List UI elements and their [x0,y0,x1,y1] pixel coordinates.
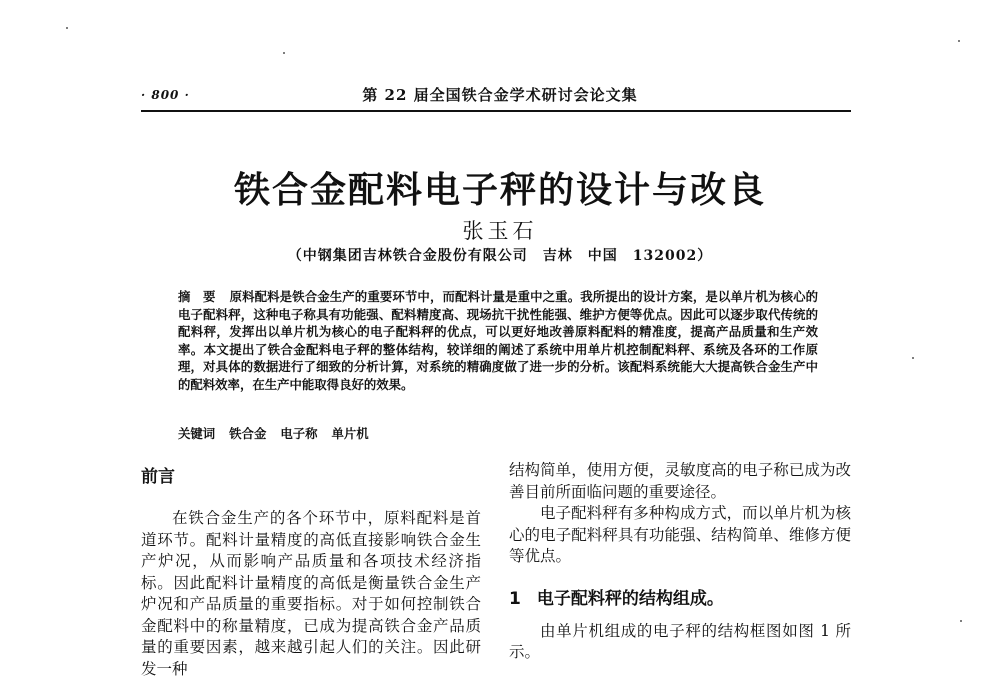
proceedings-title: 第 22 届全国铁合金学术研讨会论文集 [362,86,638,104]
scan-speck [912,357,914,359]
abstract-text: 原料配料是铁合金生产的重要环节中，而配料计量是重中之重。我所提出的设计方案，是以单片机为核心的电子配料秤，这种电子称具有功能强、配料精度高、现场抗干扰性能强、维护方便等优点。因此可以逐步取代传统的配料秤，发挥出以单片机为核心的电子配料秤的优点，可以更好地改善原料配料的精准度，提高产品质量和生产效率。本文提出了铁合金配料电子秤的整体结构，较详细的阐述了系统中用单片机控制配料秤、系统及各环的工作原理，对具体的数据进行了细致的分析计算，对系统的精确度做了进一步的分析。该配料系统能大大提高铁合金生产中的配料效率，在生产中能取得良好的效果。 [178,289,819,392]
body-column-right [509,460,851,664]
abstract-label: 摘 要 [178,289,216,304]
section-heading-preface: 前言 [141,467,175,487]
paper-title: 铁合金配料电子秤的设计与改良 [233,170,766,211]
scan-speck [66,27,68,29]
body-paragraph: 电子配料秤有多种构成方式，而以单片机为核心的电子配料秤具有功能强、结构简单、维修方便等优点。 [509,504,851,565]
header-rule [141,110,851,112]
keywords [178,424,818,442]
scan-speck [960,620,962,622]
section-number: 1 [509,588,521,609]
keywords-label: 关键词 [178,426,216,441]
body-paragraph: 在铁合金生产的各个环节中，原料配料是首道环节。配料计量精度的高低直接影响铁合金生产炉况，从而影响产品质量和各项技术经济指标。因此配料计量精度的高低是衡量铁合金生产炉况和产品质量的重要指标。对于如何控制铁合金配料中的称量精度，已成为提高铁合金产品质量的重要因素，越来越引起人们的关注。因此研发一种 [141,509,481,678]
keyword-item: 单片机 [331,426,369,441]
author-name: 张玉石 [462,219,538,243]
page-number: · 800 · [141,88,190,102]
body-paragraph: 由单片机组成的电子秤的结构框图如图 1 所示。 [509,621,851,661]
keyword-item: 铁合金 [229,426,267,441]
author-affiliation: （中钢集团吉林铁合金股份有限公司 吉林 中国 132002） [287,248,713,264]
section-title: 电子配料秤的结构组成。 [536,588,724,609]
abstract [178,288,818,394]
scan-speck [283,52,285,54]
scan-speck [958,40,960,42]
keyword-item: 电子称 [280,426,318,441]
body-column-left [141,462,481,680]
body-paragraph: 结构简单，使用方便，灵敏度高的电子称已成为改善目前所面临问题的重要途径。 [509,461,851,501]
section-heading-structure [509,584,851,609]
